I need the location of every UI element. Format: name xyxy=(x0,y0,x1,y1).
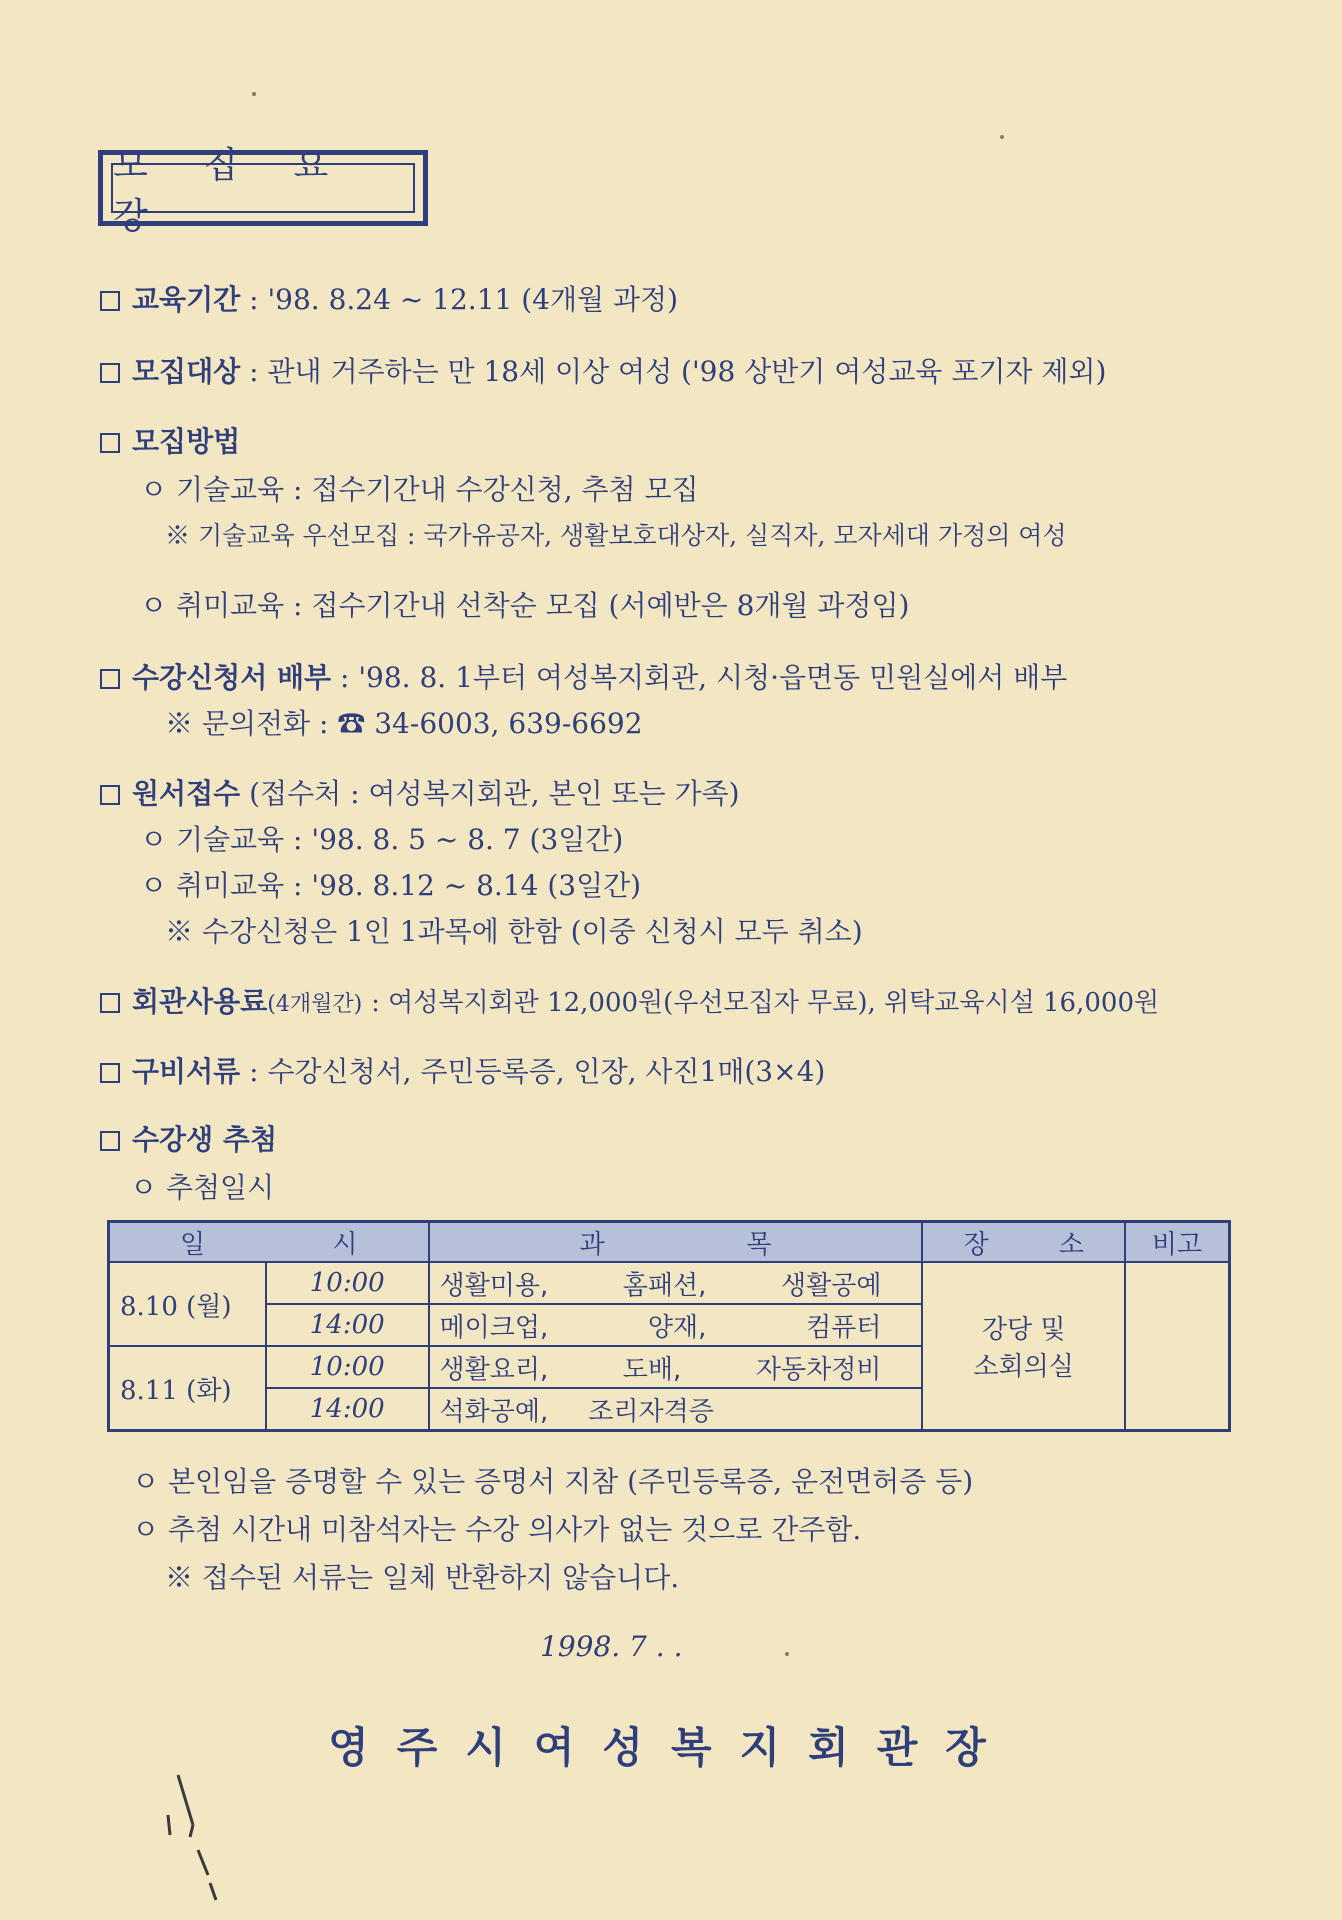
education-period-label: 교육기간 xyxy=(132,283,241,316)
after-note-2: ㅇ 추첨 시간내 미참석자는 수강 의사가 없는 것으로 간주함. xyxy=(132,1513,862,1546)
course-item: 홈패션, xyxy=(622,1270,707,1301)
checkbox-square-icon xyxy=(100,1131,120,1151)
place-line-1: 강당 및 xyxy=(981,1315,1066,1345)
reception-hobby: ㅇ 취미교육 : '98. 8.12 ~ 8.14 (3일간) xyxy=(140,869,642,902)
row-time: 10:00 xyxy=(266,1346,429,1388)
checkbox-square-icon xyxy=(100,363,120,383)
header-datetime xyxy=(109,1222,429,1263)
course-item: 조리자격증 xyxy=(588,1396,714,1427)
fee-value: : 여성복지회관 12,000원(우선모집자 무료), 위탁교육시설 16,000원 xyxy=(371,988,1160,1018)
documents-value: : 수강신청서, 주민등록증, 인장, 사진1매(3×4) xyxy=(249,1055,826,1088)
place-cell xyxy=(922,1262,1124,1431)
table-header-row xyxy=(109,1222,1230,1263)
checkbox-square-icon xyxy=(100,291,120,311)
lottery-label: 수강생 추첨 xyxy=(132,1123,277,1156)
target-label: 모집대상 xyxy=(132,355,241,388)
method-tech-note: ※ 기술교육 우선모집 : 국가유공자, 생활보호대상자, 실직자, 모자세대 가정의 여성 xyxy=(165,521,1067,550)
checkbox-square-icon xyxy=(100,785,120,805)
course-item: 석화공예, xyxy=(439,1396,549,1427)
course-item: 도배, xyxy=(622,1354,682,1385)
lottery-line xyxy=(100,1118,277,1158)
row-time: 10:00 xyxy=(266,1262,429,1304)
header-datetime-1: 일 xyxy=(180,1229,206,1260)
method-line xyxy=(100,420,240,460)
header-note: 비고 xyxy=(1125,1222,1230,1263)
row-courses xyxy=(429,1262,923,1304)
checkbox-square-icon xyxy=(100,433,120,453)
row-courses xyxy=(429,1388,923,1431)
header-place xyxy=(922,1222,1124,1263)
application-form-line xyxy=(100,656,1067,696)
course-item: 생활요리, xyxy=(439,1354,549,1385)
reception-tech: ㅇ 기술교육 : '98. 8. 5 ~ 8. 7 (3일간) xyxy=(140,823,624,856)
fee-line xyxy=(100,980,1159,1020)
reception-line xyxy=(100,772,740,812)
title-box xyxy=(98,145,428,237)
speck xyxy=(785,1652,789,1656)
contact-phone: ※ 문의전화 : ☎ 34-6003, 639-6692 xyxy=(165,707,643,740)
header-course-2: 목 xyxy=(746,1229,772,1260)
page-title: 모 집 요 강 xyxy=(111,163,415,213)
header-datetime-2: 시 xyxy=(332,1229,358,1260)
header-course xyxy=(429,1222,923,1263)
documents-label: 구비서류 xyxy=(132,1055,241,1088)
row-courses xyxy=(429,1346,923,1388)
course-item: 메이크업, xyxy=(439,1312,549,1343)
place-line-2: 소회의실 xyxy=(973,1352,1074,1382)
application-form-label: 수강신청서 배부 xyxy=(132,661,332,694)
after-note-3: ※ 접수된 서류는 일체 반환하지 않습니다. xyxy=(165,1561,680,1594)
target-line xyxy=(100,350,1106,390)
documents-line xyxy=(100,1050,825,1090)
application-form-value: : '98. 8. 1부터 여성복지회관, 시청·읍면동 민원실에서 배부 xyxy=(340,661,1068,694)
reception-label: 원서접수 xyxy=(132,777,241,810)
reception-note: ※ 수강신청은 1인 1과목에 한함 (이중 신청시 모두 취소) xyxy=(165,915,863,948)
course-item: 생활미용, xyxy=(439,1270,549,1301)
speck xyxy=(252,92,256,96)
reception-value: (접수처 : 여성복지회관, 본인 또는 가족) xyxy=(249,777,740,810)
course-item: 생활공예 xyxy=(780,1270,882,1301)
fee-label: 회관사용료 xyxy=(132,985,268,1018)
fee-period: (4개월간) xyxy=(267,992,363,1017)
education-period-line xyxy=(100,278,678,318)
issue-date: 1998. 7 . . xyxy=(540,1630,683,1663)
education-period-value: : '98. 8.24 ~ 12.11 (4개월 과정) xyxy=(249,283,678,316)
row-date: 8.10 (월) xyxy=(109,1262,266,1346)
header-course-1: 과 xyxy=(579,1229,605,1260)
method-tech: ㅇ 기술교육 : 접수기간내 수강신청, 추첨 모집 xyxy=(140,473,699,506)
checkbox-square-icon xyxy=(100,669,120,689)
pen-mark-icon xyxy=(148,1765,238,1905)
row-time: 14:00 xyxy=(266,1304,429,1346)
lottery-schedule-table xyxy=(107,1220,1231,1432)
lottery-datetime-label: ㅇ 추첨일시 xyxy=(130,1171,275,1204)
speck xyxy=(1000,135,1004,139)
checkbox-square-icon xyxy=(100,1063,120,1083)
header-place-2: 소 xyxy=(1058,1229,1084,1260)
course-item: 자동차정비 xyxy=(755,1354,882,1385)
header-place-1: 장 xyxy=(963,1229,989,1260)
course-item: 양재, xyxy=(647,1312,707,1343)
organization-signature: 영주시여성복지회관장 xyxy=(328,1723,1014,1772)
after-note-1: ㅇ 본인임을 증명할 수 있는 증명서 지참 (주민등록증, 운전면허증 등) xyxy=(132,1465,974,1498)
row-time: 14:00 xyxy=(266,1388,429,1431)
note-cell xyxy=(1125,1262,1230,1431)
method-label: 모집방법 xyxy=(132,425,241,458)
row-date: 8.11 (화) xyxy=(109,1346,266,1431)
row-courses xyxy=(429,1304,923,1346)
target-value: : 관내 거주하는 만 18세 이상 여성 ('98 상반기 여성교육 포기자 제외) xyxy=(249,355,1107,388)
checkbox-square-icon xyxy=(100,993,120,1013)
course-item: 컴퓨터 xyxy=(806,1312,882,1343)
table-row xyxy=(109,1262,1230,1304)
method-hobby: ㅇ 취미교육 : 접수기간내 선착순 모집 (서예반은 8개월 과정임) xyxy=(140,589,910,622)
